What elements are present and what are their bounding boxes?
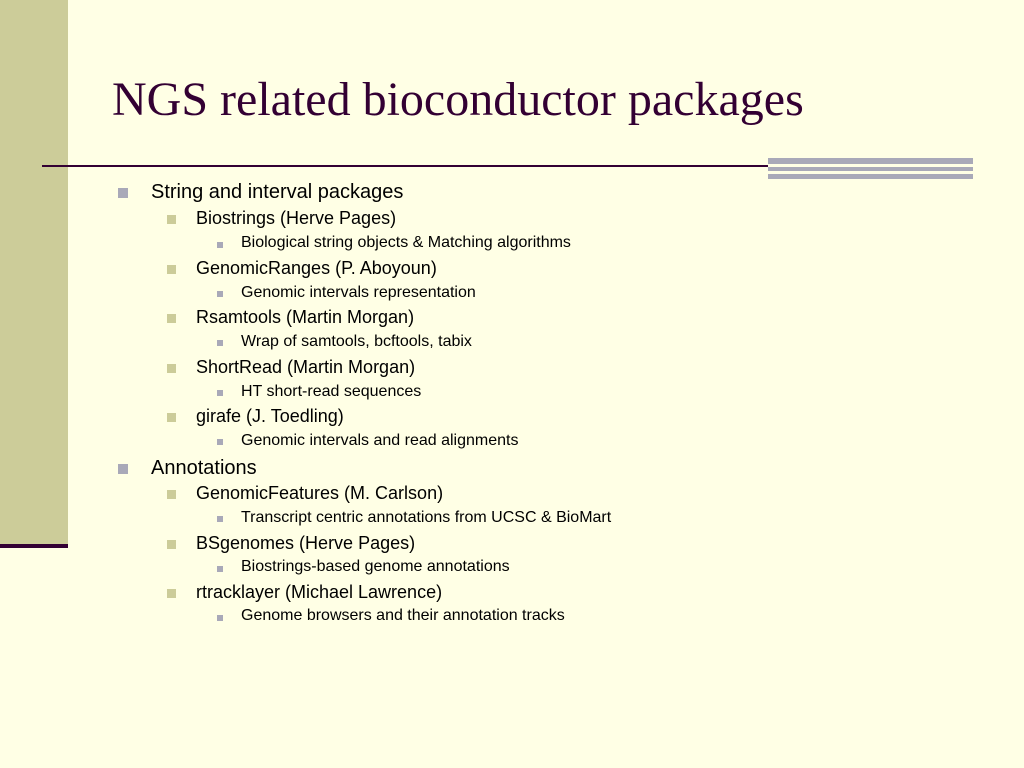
title-divider [42, 165, 768, 167]
square-bullet-icon [217, 566, 223, 572]
package-description: Wrap of samtools, bcftools, tabix [241, 333, 472, 350]
slide-title: NGS related bioconductor packages [112, 73, 804, 126]
square-bullet-icon [167, 215, 176, 224]
square-bullet-icon [217, 390, 223, 396]
accent-bar [768, 158, 973, 164]
left-band-underline [0, 544, 68, 548]
package-description: Biostrings-based genome annotations [241, 558, 510, 575]
section-heading: Annotations [151, 457, 257, 479]
accent-bars [768, 158, 973, 180]
square-bullet-icon [167, 413, 176, 422]
package-description: Transcript centric annotations from UCSC & BioMart [241, 509, 612, 526]
square-bullet-icon [167, 314, 176, 323]
package-description: Biological string objects & Matching algorithms [241, 234, 571, 251]
square-bullet-icon [217, 516, 223, 522]
square-bullet-icon [118, 188, 128, 198]
package-name: girafe (J. Toedling) [196, 406, 344, 426]
package-name: GenomicFeatures (M. Carlson) [196, 483, 444, 503]
square-bullet-icon [217, 615, 223, 621]
square-bullet-icon [167, 265, 176, 274]
package-description: Genome browsers and their annotation tracks [241, 607, 565, 624]
square-bullet-icon [167, 589, 176, 598]
square-bullet-icon [118, 464, 128, 474]
square-bullet-icon [217, 439, 223, 445]
square-bullet-icon [217, 242, 223, 248]
square-bullet-icon [167, 364, 176, 373]
package-name: GenomicRanges (P. Aboyoun) [196, 258, 437, 278]
section-heading: String and interval packages [151, 181, 404, 203]
package-name: BSgenomes (Herve Pages) [196, 533, 416, 553]
left-decorative-band [0, 0, 68, 548]
square-bullet-icon [167, 540, 176, 549]
square-bullet-icon [167, 490, 176, 499]
package-name: ShortRead (Martin Morgan) [196, 357, 416, 377]
square-bullet-icon [217, 340, 223, 346]
accent-bar [768, 174, 973, 179]
package-name: Biostrings (Herve Pages) [196, 208, 397, 228]
package-name: Rsamtools (Martin Morgan) [196, 307, 415, 327]
accent-bar [768, 167, 973, 171]
package-name: rtracklayer (Michael Lawrence) [196, 582, 443, 602]
package-description: HT short-read sequences [241, 383, 422, 400]
package-description: Genomic intervals and read alignments [241, 432, 519, 449]
package-description: Genomic intervals representation [241, 284, 476, 301]
square-bullet-icon [217, 291, 223, 297]
